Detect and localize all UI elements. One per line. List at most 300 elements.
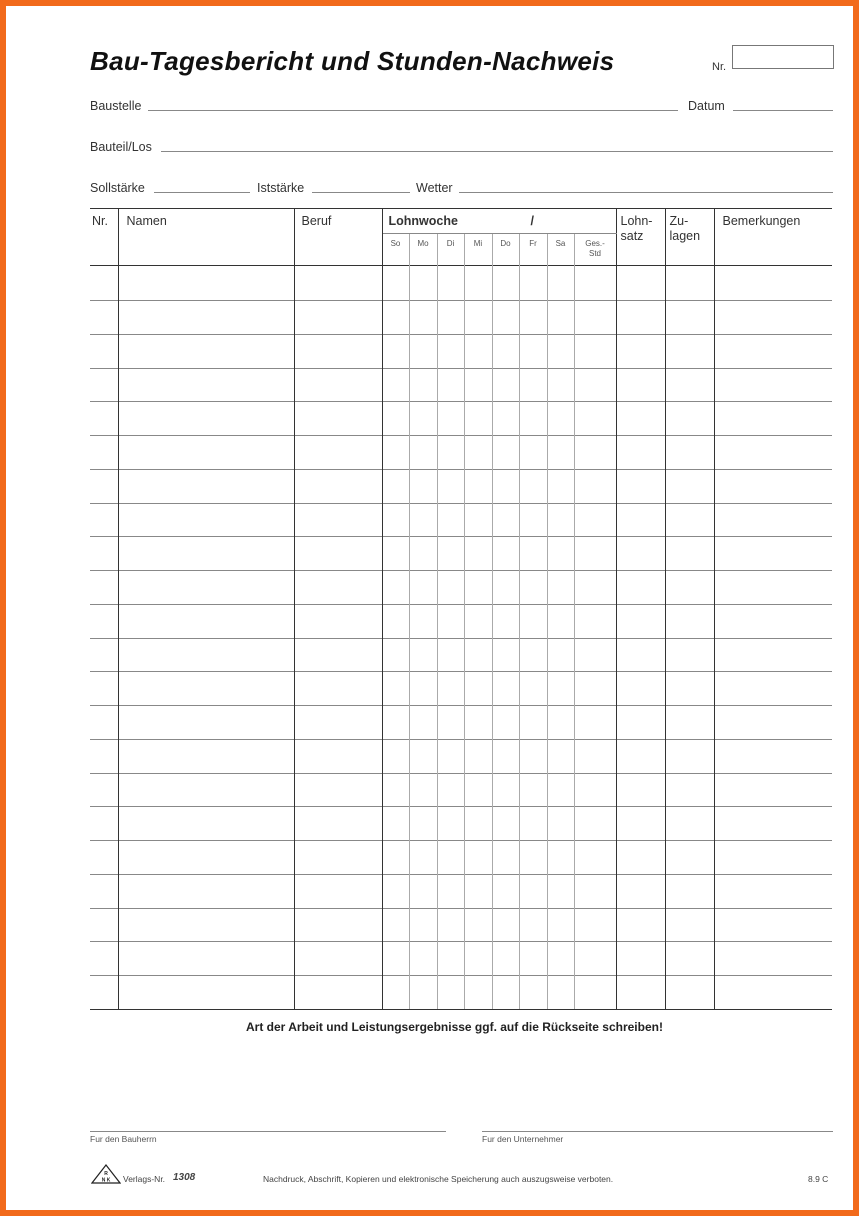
table-cell[interactable] bbox=[382, 773, 409, 807]
table-cell[interactable] bbox=[90, 739, 118, 773]
table-cell[interactable] bbox=[118, 436, 294, 470]
table-cell[interactable] bbox=[382, 436, 409, 470]
table-cell[interactable] bbox=[714, 874, 832, 908]
table-cell[interactable] bbox=[492, 706, 519, 740]
table-cell[interactable] bbox=[409, 706, 437, 740]
table-cell[interactable] bbox=[90, 571, 118, 605]
table-cell[interactable] bbox=[714, 266, 832, 301]
table-cell[interactable] bbox=[616, 807, 665, 841]
table-cell[interactable] bbox=[90, 604, 118, 638]
table-cell[interactable] bbox=[409, 874, 437, 908]
table-cell[interactable] bbox=[714, 334, 832, 368]
table-cell[interactable] bbox=[519, 402, 547, 436]
table-cell[interactable] bbox=[547, 571, 574, 605]
table-cell[interactable] bbox=[574, 537, 616, 571]
table-cell[interactable] bbox=[294, 368, 382, 402]
table-cell[interactable] bbox=[714, 672, 832, 706]
table-cell[interactable] bbox=[118, 706, 294, 740]
table-cell[interactable] bbox=[714, 469, 832, 503]
table-cell[interactable] bbox=[519, 571, 547, 605]
table-cell[interactable] bbox=[382, 537, 409, 571]
table-cell[interactable] bbox=[714, 841, 832, 875]
table-cell[interactable] bbox=[574, 908, 616, 942]
table-cell[interactable] bbox=[547, 604, 574, 638]
table-cell[interactable] bbox=[294, 334, 382, 368]
table-cell[interactable] bbox=[437, 976, 464, 1010]
table-cell[interactable] bbox=[714, 706, 832, 740]
table-cell[interactable] bbox=[616, 942, 665, 976]
table-cell[interactable] bbox=[294, 301, 382, 335]
table-cell[interactable] bbox=[382, 334, 409, 368]
table-cell[interactable] bbox=[118, 874, 294, 908]
table-cell[interactable] bbox=[665, 638, 714, 672]
table-cell[interactable] bbox=[492, 942, 519, 976]
table-cell[interactable] bbox=[409, 638, 437, 672]
table-cell[interactable] bbox=[382, 942, 409, 976]
table-cell[interactable] bbox=[464, 469, 492, 503]
table-cell[interactable] bbox=[90, 266, 118, 301]
table-cell[interactable] bbox=[90, 841, 118, 875]
table-cell[interactable] bbox=[616, 976, 665, 1010]
table-cell[interactable] bbox=[294, 571, 382, 605]
table-cell[interactable] bbox=[665, 942, 714, 976]
table-cell[interactable] bbox=[437, 841, 464, 875]
table-cell[interactable] bbox=[492, 266, 519, 301]
table-cell[interactable] bbox=[714, 942, 832, 976]
table-cell[interactable] bbox=[574, 706, 616, 740]
table-cell[interactable] bbox=[519, 874, 547, 908]
table-cell[interactable] bbox=[665, 604, 714, 638]
table-cell[interactable] bbox=[492, 672, 519, 706]
table-cell[interactable] bbox=[714, 976, 832, 1010]
table-cell[interactable] bbox=[118, 807, 294, 841]
table-cell[interactable] bbox=[616, 604, 665, 638]
table-cell[interactable] bbox=[665, 874, 714, 908]
table-cell[interactable] bbox=[547, 942, 574, 976]
table-cell[interactable] bbox=[665, 266, 714, 301]
table-cell[interactable] bbox=[90, 672, 118, 706]
table-cell[interactable] bbox=[547, 402, 574, 436]
table-cell[interactable] bbox=[294, 874, 382, 908]
table-cell[interactable] bbox=[437, 942, 464, 976]
table-cell[interactable] bbox=[464, 706, 492, 740]
table-cell[interactable] bbox=[665, 537, 714, 571]
table-cell[interactable] bbox=[665, 706, 714, 740]
table-cell[interactable] bbox=[547, 807, 574, 841]
table-cell[interactable] bbox=[492, 301, 519, 335]
table-cell[interactable] bbox=[714, 503, 832, 537]
table-cell[interactable] bbox=[714, 807, 832, 841]
table-cell[interactable] bbox=[382, 841, 409, 875]
table-cell[interactable] bbox=[547, 301, 574, 335]
table-cell[interactable] bbox=[665, 402, 714, 436]
table-cell[interactable] bbox=[464, 807, 492, 841]
table-cell[interactable] bbox=[519, 976, 547, 1010]
table-cell[interactable] bbox=[665, 807, 714, 841]
table-cell[interactable] bbox=[492, 976, 519, 1010]
table-cell[interactable] bbox=[90, 436, 118, 470]
table-cell[interactable] bbox=[519, 301, 547, 335]
table-cell[interactable] bbox=[409, 807, 437, 841]
table-cell[interactable] bbox=[409, 672, 437, 706]
table-cell[interactable] bbox=[547, 368, 574, 402]
table-cell[interactable] bbox=[90, 301, 118, 335]
table-cell[interactable] bbox=[519, 807, 547, 841]
table-cell[interactable] bbox=[492, 638, 519, 672]
table-cell[interactable] bbox=[409, 739, 437, 773]
table-cell[interactable] bbox=[437, 537, 464, 571]
table-cell[interactable] bbox=[90, 807, 118, 841]
table-cell[interactable] bbox=[519, 537, 547, 571]
table-cell[interactable] bbox=[519, 942, 547, 976]
table-cell[interactable] bbox=[574, 773, 616, 807]
table-cell[interactable] bbox=[616, 537, 665, 571]
table-cell[interactable] bbox=[382, 672, 409, 706]
table-cell[interactable] bbox=[574, 571, 616, 605]
table-cell[interactable] bbox=[492, 604, 519, 638]
table-cell[interactable] bbox=[574, 266, 616, 301]
table-cell[interactable] bbox=[437, 672, 464, 706]
table-cell[interactable] bbox=[492, 874, 519, 908]
iststaerke-field[interactable] bbox=[312, 192, 410, 193]
table-cell[interactable] bbox=[382, 739, 409, 773]
table-cell[interactable] bbox=[294, 537, 382, 571]
table-cell[interactable] bbox=[382, 571, 409, 605]
table-cell[interactable] bbox=[464, 266, 492, 301]
table-cell[interactable] bbox=[294, 841, 382, 875]
table-cell[interactable] bbox=[547, 334, 574, 368]
table-cell[interactable] bbox=[574, 469, 616, 503]
table-cell[interactable] bbox=[294, 976, 382, 1010]
table-cell[interactable] bbox=[294, 402, 382, 436]
table-cell[interactable] bbox=[382, 604, 409, 638]
table-cell[interactable] bbox=[437, 402, 464, 436]
table-cell[interactable] bbox=[574, 604, 616, 638]
datum-field[interactable] bbox=[733, 110, 833, 111]
table-cell[interactable] bbox=[118, 334, 294, 368]
table-cell[interactable] bbox=[492, 807, 519, 841]
table-cell[interactable] bbox=[437, 706, 464, 740]
table-cell[interactable] bbox=[464, 976, 492, 1010]
baustelle-field[interactable] bbox=[148, 110, 678, 111]
table-cell[interactable] bbox=[574, 368, 616, 402]
table-cell[interactable] bbox=[90, 402, 118, 436]
table-cell[interactable] bbox=[118, 266, 294, 301]
table-cell[interactable] bbox=[90, 874, 118, 908]
table-cell[interactable] bbox=[409, 604, 437, 638]
table-cell[interactable] bbox=[616, 841, 665, 875]
table-cell[interactable] bbox=[409, 469, 437, 503]
table-cell[interactable] bbox=[574, 841, 616, 875]
table-cell[interactable] bbox=[519, 368, 547, 402]
table-cell[interactable] bbox=[382, 266, 409, 301]
table-cell[interactable] bbox=[294, 773, 382, 807]
table-cell[interactable] bbox=[118, 976, 294, 1010]
table-cell[interactable] bbox=[492, 402, 519, 436]
table-cell[interactable] bbox=[118, 368, 294, 402]
table-cell[interactable] bbox=[90, 334, 118, 368]
table-cell[interactable] bbox=[437, 604, 464, 638]
table-cell[interactable] bbox=[574, 638, 616, 672]
table-cell[interactable] bbox=[547, 908, 574, 942]
table-cell[interactable] bbox=[437, 503, 464, 537]
table-cell[interactable] bbox=[409, 301, 437, 335]
table-cell[interactable] bbox=[665, 773, 714, 807]
table-cell[interactable] bbox=[616, 739, 665, 773]
table-cell[interactable] bbox=[90, 942, 118, 976]
table-cell[interactable] bbox=[714, 638, 832, 672]
table-cell[interactable] bbox=[464, 503, 492, 537]
table-cell[interactable] bbox=[492, 503, 519, 537]
table-cell[interactable] bbox=[464, 773, 492, 807]
table-cell[interactable] bbox=[118, 672, 294, 706]
table-cell[interactable] bbox=[714, 773, 832, 807]
table-cell[interactable] bbox=[547, 672, 574, 706]
table-cell[interactable] bbox=[547, 638, 574, 672]
table-cell[interactable] bbox=[574, 436, 616, 470]
table-cell[interactable] bbox=[519, 672, 547, 706]
table-cell[interactable] bbox=[616, 368, 665, 402]
table-cell[interactable] bbox=[118, 638, 294, 672]
table-cell[interactable] bbox=[519, 739, 547, 773]
table-cell[interactable] bbox=[118, 503, 294, 537]
table-cell[interactable] bbox=[547, 841, 574, 875]
table-cell[interactable] bbox=[665, 469, 714, 503]
bauherrn-signature-line[interactable] bbox=[90, 1131, 446, 1132]
table-cell[interactable] bbox=[665, 672, 714, 706]
table-cell[interactable] bbox=[665, 571, 714, 605]
table-cell[interactable] bbox=[437, 874, 464, 908]
table-cell[interactable] bbox=[492, 841, 519, 875]
table-cell[interactable] bbox=[294, 503, 382, 537]
table-cell[interactable] bbox=[409, 571, 437, 605]
table-cell[interactable] bbox=[574, 739, 616, 773]
table-cell[interactable] bbox=[382, 706, 409, 740]
table-cell[interactable] bbox=[409, 908, 437, 942]
table-cell[interactable] bbox=[464, 604, 492, 638]
table-cell[interactable] bbox=[464, 908, 492, 942]
table-cell[interactable] bbox=[574, 334, 616, 368]
table-cell[interactable] bbox=[437, 638, 464, 672]
table-cell[interactable] bbox=[519, 503, 547, 537]
table-cell[interactable] bbox=[437, 301, 464, 335]
table-cell[interactable] bbox=[519, 604, 547, 638]
table-cell[interactable] bbox=[464, 571, 492, 605]
table-cell[interactable] bbox=[409, 402, 437, 436]
table-cell[interactable] bbox=[382, 402, 409, 436]
table-cell[interactable] bbox=[714, 436, 832, 470]
unternehmer-signature-line[interactable] bbox=[482, 1131, 833, 1132]
table-cell[interactable] bbox=[90, 537, 118, 571]
table-cell[interactable] bbox=[492, 436, 519, 470]
table-cell[interactable] bbox=[437, 368, 464, 402]
table-cell[interactable] bbox=[437, 807, 464, 841]
table-cell[interactable] bbox=[547, 706, 574, 740]
table-cell[interactable] bbox=[464, 334, 492, 368]
table-cell[interactable] bbox=[90, 638, 118, 672]
table-cell[interactable] bbox=[547, 436, 574, 470]
table-cell[interactable] bbox=[118, 537, 294, 571]
table-cell[interactable] bbox=[409, 942, 437, 976]
table-cell[interactable] bbox=[665, 841, 714, 875]
table-cell[interactable] bbox=[118, 773, 294, 807]
table-cell[interactable] bbox=[665, 301, 714, 335]
table-cell[interactable] bbox=[382, 368, 409, 402]
table-cell[interactable] bbox=[90, 773, 118, 807]
table-cell[interactable] bbox=[616, 402, 665, 436]
table-cell[interactable] bbox=[547, 537, 574, 571]
table-cell[interactable] bbox=[382, 638, 409, 672]
table-cell[interactable] bbox=[492, 368, 519, 402]
table-cell[interactable] bbox=[90, 976, 118, 1010]
table-cell[interactable] bbox=[714, 537, 832, 571]
table-cell[interactable] bbox=[519, 841, 547, 875]
table-cell[interactable] bbox=[437, 908, 464, 942]
table-cell[interactable] bbox=[714, 402, 832, 436]
table-cell[interactable] bbox=[574, 402, 616, 436]
table-cell[interactable] bbox=[294, 604, 382, 638]
table-cell[interactable] bbox=[382, 807, 409, 841]
table-cell[interactable] bbox=[464, 874, 492, 908]
table-cell[interactable] bbox=[665, 976, 714, 1010]
table-cell[interactable] bbox=[547, 739, 574, 773]
table-cell[interactable] bbox=[519, 908, 547, 942]
table-cell[interactable] bbox=[294, 942, 382, 976]
table-cell[interactable] bbox=[118, 841, 294, 875]
table-cell[interactable] bbox=[409, 266, 437, 301]
table-cell[interactable] bbox=[409, 976, 437, 1010]
table-cell[interactable] bbox=[118, 908, 294, 942]
table-cell[interactable] bbox=[382, 874, 409, 908]
table-cell[interactable] bbox=[437, 571, 464, 605]
table-cell[interactable] bbox=[382, 503, 409, 537]
table-cell[interactable] bbox=[714, 301, 832, 335]
table-cell[interactable] bbox=[492, 537, 519, 571]
table-cell[interactable] bbox=[492, 334, 519, 368]
table-cell[interactable] bbox=[714, 571, 832, 605]
table-cell[interactable] bbox=[665, 908, 714, 942]
table-cell[interactable] bbox=[90, 706, 118, 740]
table-cell[interactable] bbox=[492, 469, 519, 503]
table-cell[interactable] bbox=[616, 469, 665, 503]
table-cell[interactable] bbox=[294, 436, 382, 470]
table-cell[interactable] bbox=[574, 976, 616, 1010]
table-cell[interactable] bbox=[574, 503, 616, 537]
table-cell[interactable] bbox=[118, 604, 294, 638]
table-cell[interactable] bbox=[464, 301, 492, 335]
table-cell[interactable] bbox=[409, 334, 437, 368]
table-cell[interactable] bbox=[437, 773, 464, 807]
table-cell[interactable] bbox=[519, 469, 547, 503]
table-cell[interactable] bbox=[437, 436, 464, 470]
table-cell[interactable] bbox=[492, 773, 519, 807]
table-cell[interactable] bbox=[519, 638, 547, 672]
table-cell[interactable] bbox=[464, 537, 492, 571]
table-cell[interactable] bbox=[616, 334, 665, 368]
table-cell[interactable] bbox=[464, 402, 492, 436]
table-cell[interactable] bbox=[409, 436, 437, 470]
table-cell[interactable] bbox=[90, 503, 118, 537]
table-cell[interactable] bbox=[547, 469, 574, 503]
table-cell[interactable] bbox=[616, 436, 665, 470]
table-cell[interactable] bbox=[464, 739, 492, 773]
table-cell[interactable] bbox=[616, 908, 665, 942]
table-cell[interactable] bbox=[714, 368, 832, 402]
table-cell[interactable] bbox=[492, 908, 519, 942]
bauteil-field[interactable] bbox=[161, 151, 833, 152]
table-cell[interactable] bbox=[574, 672, 616, 706]
table-cell[interactable] bbox=[616, 266, 665, 301]
table-cell[interactable] bbox=[616, 301, 665, 335]
table-cell[interactable] bbox=[665, 368, 714, 402]
table-cell[interactable] bbox=[294, 469, 382, 503]
table-cell[interactable] bbox=[574, 301, 616, 335]
sollstaerke-field[interactable] bbox=[154, 192, 250, 193]
table-cell[interactable] bbox=[382, 301, 409, 335]
table-cell[interactable] bbox=[547, 773, 574, 807]
table-cell[interactable] bbox=[714, 604, 832, 638]
table-cell[interactable] bbox=[519, 266, 547, 301]
wetter-field[interactable] bbox=[459, 192, 833, 193]
table-cell[interactable] bbox=[574, 874, 616, 908]
table-cell[interactable] bbox=[547, 976, 574, 1010]
table-cell[interactable] bbox=[616, 571, 665, 605]
table-cell[interactable] bbox=[492, 571, 519, 605]
table-cell[interactable] bbox=[118, 301, 294, 335]
table-cell[interactable] bbox=[714, 739, 832, 773]
table-cell[interactable] bbox=[519, 436, 547, 470]
table-cell[interactable] bbox=[118, 739, 294, 773]
table-cell[interactable] bbox=[616, 706, 665, 740]
table-cell[interactable] bbox=[665, 436, 714, 470]
table-cell[interactable] bbox=[294, 638, 382, 672]
table-cell[interactable] bbox=[714, 908, 832, 942]
table-cell[interactable] bbox=[547, 874, 574, 908]
table-cell[interactable] bbox=[90, 368, 118, 402]
table-cell[interactable] bbox=[118, 942, 294, 976]
table-cell[interactable] bbox=[437, 469, 464, 503]
table-cell[interactable] bbox=[464, 638, 492, 672]
table-cell[interactable] bbox=[382, 976, 409, 1010]
nr-field[interactable] bbox=[732, 45, 834, 69]
table-cell[interactable] bbox=[409, 773, 437, 807]
table-cell[interactable] bbox=[464, 436, 492, 470]
table-cell[interactable] bbox=[409, 537, 437, 571]
table-cell[interactable] bbox=[492, 739, 519, 773]
table-cell[interactable] bbox=[294, 672, 382, 706]
table-cell[interactable] bbox=[519, 773, 547, 807]
table-cell[interactable] bbox=[437, 334, 464, 368]
table-cell[interactable] bbox=[409, 368, 437, 402]
table-cell[interactable] bbox=[547, 503, 574, 537]
table-cell[interactable] bbox=[294, 908, 382, 942]
table-cell[interactable] bbox=[464, 841, 492, 875]
table-cell[interactable] bbox=[90, 908, 118, 942]
table-cell[interactable] bbox=[409, 503, 437, 537]
table-cell[interactable] bbox=[616, 638, 665, 672]
table-cell[interactable] bbox=[574, 942, 616, 976]
table-cell[interactable] bbox=[294, 266, 382, 301]
table-cell[interactable] bbox=[409, 841, 437, 875]
table-cell[interactable] bbox=[294, 807, 382, 841]
table-cell[interactable] bbox=[616, 874, 665, 908]
table-cell[interactable] bbox=[437, 266, 464, 301]
table-cell[interactable] bbox=[574, 807, 616, 841]
table-cell[interactable] bbox=[665, 503, 714, 537]
table-cell[interactable] bbox=[382, 908, 409, 942]
table-cell[interactable] bbox=[464, 368, 492, 402]
table-cell[interactable] bbox=[382, 469, 409, 503]
